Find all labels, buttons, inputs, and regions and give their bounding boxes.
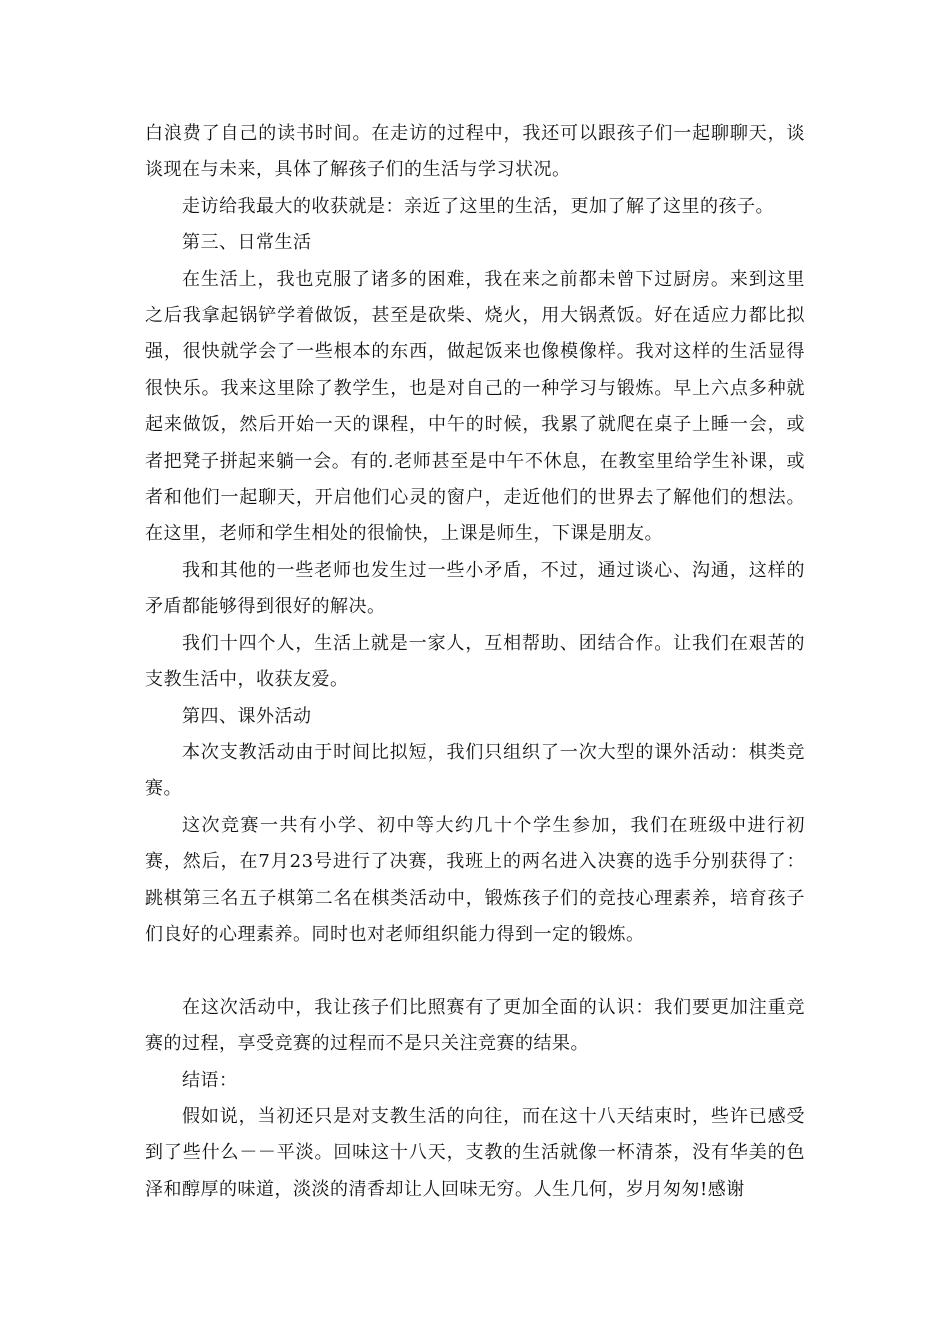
section-heading-daily-life: 第三、日常生活 xyxy=(182,232,312,254)
blank-line xyxy=(145,953,805,989)
paragraph-visit-gain: 走访给我最大的收获就是：亲近了这里的生活，更加了解了这里的孩子。 xyxy=(182,195,774,217)
paragraph-conclusion: 假如说，当初还只是对支教生活的向往，而在这十八天结束时，些许已感受到了些什么－－平淡。回味这十八天，支教的生活就像一杯清茶，没有华美的色泽和醇厚的味道，淡淡的清香却让人回味无穷。人生几何，岁月匆匆!感谢 xyxy=(145,1105,805,1200)
section-heading-conclusion: 结语： xyxy=(182,1069,238,1091)
paragraph-daily-life: 在生活上，我也克服了诸多的困难，我在来之前都未曾下过厨房。来到这里之后我拿起锅铲学着做饭，甚至是砍柴、烧火，用大锅煮饭。好在适应力都比拟强，很快就学会了一些根本的东西，做起饭来也像模像样。我对这样的生活显得很快乐。我来这里除了教学生，也是对自己的一种学习与锻炼。早上六点多种就起来做饭，然后开始一天的课程，中午的时候，我累了就爬在桌子上睡一会，或者把凳子拼起来躺一会。有的.老师甚至是中午不休息，在教室里给学生补课，或者和他们一起聊天，开启他们心灵的窗户，走近他们的世界去了解他们的想法。在这里，老师和学生相处的很愉快，上课是师生，下课是朋友。 xyxy=(145,268,805,545)
paragraph-conflicts: 我和其他的一些老师也发生过一些小矛盾，不过，通过谈心、沟通，这样的矛盾都能够得到很好的解决。 xyxy=(145,559,805,618)
paragraph-competition: 这次竞赛一共有小学、初中等大约几十个学生参加，我们在班级中进行初赛，然后，在7月23号进行了决赛，我班上的两名进入决赛的选手分别获得了：跳棋第三名五子棋第二名在棋类活动中，锻炼孩子们的竞技心理素养，培育孩子们良好的心理素养。同时也对老师组织能力得到一定的锻炼。 xyxy=(145,814,805,945)
paragraph-family: 我们十四个人，生活上就是一家人，互相帮助、团结合作。让我们在艰苦的支教生活中，收获友爱。 xyxy=(145,632,805,691)
document-body xyxy=(145,116,805,1208)
section-heading-activities: 第四、课外活动 xyxy=(182,705,312,727)
paragraph-activity-intro: 本次支教活动由于时间比拟短，我们只组织了一次大型的课外活动：棋类竞赛。 xyxy=(145,741,805,800)
paragraph-competition-reflection: 在这次活动中，我让孩子们比照赛有了更加全面的认识：我们要更加注重竞赛的过程，享受竞赛的过程而不是只关注竞赛的结果。 xyxy=(145,996,805,1055)
paragraph-visit-continued: 白浪费了自己的读书时间。在走访的过程中，我还可以跟孩子们一起聊聊天，谈谈现在与未来，具体了解孩子们的生活与学习状况。 xyxy=(145,123,805,181)
